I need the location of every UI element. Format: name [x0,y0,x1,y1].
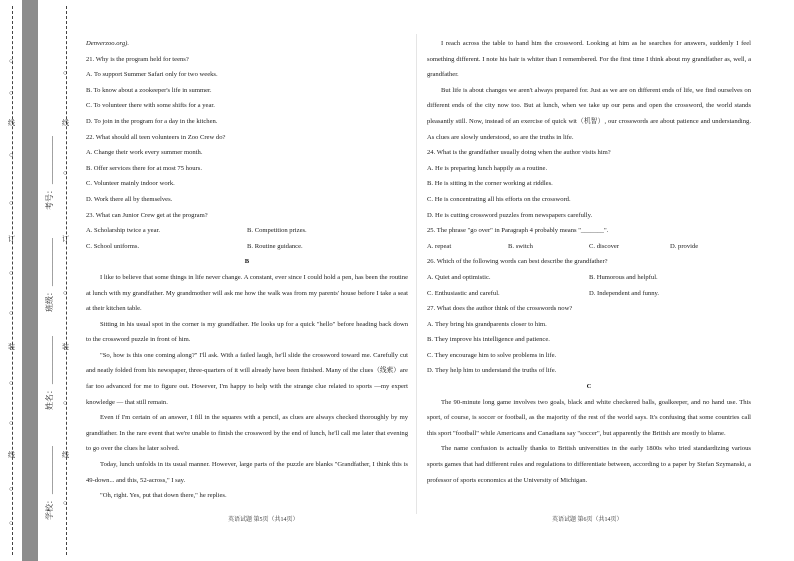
answer-option: A. He is preparing lunch happily as a routine. [427,164,548,172]
answer-option: B. Humorous and helpful. [589,273,658,281]
passage-paragraph: Even if I'm certain of an answer, I fill in the squares with a pencil, as clues are always checked thoroughly by my grandfather. In the rare event that we're unable to finish the crossword by the end of lunch, he'll call me later that evening to go over the clues he later solved. [86,414,408,453]
name-blank: ____________ [45,336,54,384]
ring-mark: ○ [9,199,14,207]
passage-paragraph: But life is about changes we aren't always prepared for. Just as we are on different ends of life, we find ourselves on different ends of the city now too. But at lunch, when we take up our pens and open the crossword, the world stands pleasantly still. Now, instead of an exercise of quick wit（机智）, our crosswords are about patience and understanding. As clues are slowly understood, so are the truths in life. [427,86,751,141]
passage-paragraph: Sitting in his usual spot in the corner is my grandfather. He looks up for a quick "hello" before heading back down to the crossword puzzle in front of him. [86,320,408,344]
number-blank: ____________ [45,136,54,184]
passage-paragraph: The 90-minute long game involves two goals, black and white checkered balls, goalkeeper, and no hand use. This sport, of course, is soccer or football, as the majority of the rest of the world says. It's confusing that some countries call this sport "football" while Americans and Canadians say "soccer", but apparently the British are mostly to blame. [427,398,751,437]
answer-option: B. They improve his intelligence and patience. [427,336,550,344]
ring-mark: ○ [9,485,14,493]
answer-option: D. Independent and funny. [589,289,660,297]
question-stem: 22. What should all teen volunteers in Zoo Crew do? [86,133,226,141]
seal-label: 装 [8,343,15,351]
answer-option: C. Enthusiastic and careful. [427,289,500,297]
class-label: 班级： [45,288,54,312]
number-field [44,136,55,210]
question-stem: 21. Why is the program held for teens? [86,55,189,63]
school-field [44,446,55,520]
answer-option: C. He is concentrating all his efforts on the crossword. [427,195,571,203]
school-blank: ____________ [45,446,54,494]
ring-mark: ○ [9,519,14,527]
option-row [427,270,751,286]
question-stem: 23. What can Junior Crew get at the program? [86,211,208,219]
ring-mark: ○ [63,289,68,297]
name-label: 姓名： [45,386,54,410]
ring-mark: ○ [63,499,68,507]
passage-paragraph: I reach across the table to hand him the crossword. Looking at him as he searches for answers, suddenly I feel something different. I note his hair is whiter than I remembered. For the first time I think about my grandfather as, well, a grandfather. [427,40,751,79]
section-heading-c: C [586,383,592,391]
passage-paragraph: I like to believe that some things in life never change. A constant, ever since I could hold a pen, has been the routine at lunch with my grandfather. My grandmother will ask me how the walk was from my parents' house before I take a seat at their kitchen table. [86,273,408,313]
answer-option: D. To join in the program for a day in the kitchen. [86,117,218,125]
page-footer-right: 英语试题 第6页（共14页） [552,517,623,523]
seal-label: 线 [62,119,69,127]
seal-label: 线 [8,119,15,127]
inner-cut-line [66,6,67,555]
answer-option: B. switch [508,242,533,250]
passage-paragraph: The name confusion is actually thanks to British universities in the early 1800s who tried standardizing various sports games that had different rules and regulations to differentiate between, according to a paper by Stefan Szymanski, a professor of sports economics at the University of Michigan. [427,445,751,484]
answer-option: C. School uniforms. [86,242,140,250]
passage-paragraph: "Oh, right. Yes, put that down there," he replies. [100,492,227,500]
binding-strip [22,0,38,561]
passage-paragraph: Today, lunch unfolds in its usual manner. However, large parts of the puzzle are blanks "Grandfather, I think this is 49-down... and this, 52-across," I say. [86,461,408,484]
answer-option: B. Offer services there for at most 75 hours. [86,164,202,172]
seal-label: 线 [8,451,15,459]
seal-label: 订 [62,235,69,243]
column-divider [416,34,417,514]
seal-label: 订 [8,235,15,243]
question-stem: 26. Which of the following words can best describe the grandfather? [427,258,608,266]
ring-mark: ○ [9,419,14,427]
section-heading-b: B [244,258,250,266]
answer-option: C. Volunteer mainly indoor work. [86,180,175,188]
answer-option: D. He is cutting crossword puzzles from newspapers carefully. [427,211,593,219]
option-row [427,286,751,302]
question-line: Denverzoo.org). [86,40,129,47]
answer-option: D. Work there all by themselves. [86,195,173,203]
class-field [44,238,55,312]
question-stem: 24. What is the grandfather usually doing when the author visits him? [427,149,611,157]
answer-option: A. repeat [427,242,452,250]
answer-option: B. Routine guidance. [247,242,303,250]
ring-mark: ○ [9,379,14,387]
name-field [44,336,55,410]
ring-mark: ○ [9,57,14,65]
ring-mark: ○ [63,399,68,407]
page-5-column [86,36,408,504]
answer-option: D. They help him to understand the truths of life. [427,367,557,375]
answer-option: A. They bring his grandparents closer to him. [427,320,547,328]
ring-mark: ○ [9,309,14,317]
answer-option: C. They encourage him to solve problems in life. [427,351,557,359]
answer-option: C. discover [589,242,620,250]
ring-mark: ○ [9,269,14,277]
answer-option: B. Competition prizes. [247,227,307,235]
ring-mark: ○ [9,151,14,159]
ring-mark: ○ [63,169,68,177]
passage-paragraph: "So, how is this one coming along?" I'll ask. With a failed laugh, he'll slide the crossword toward me. Carefully cut and neatly folded from his newspaper, three-quarters of it will already have been finished. Many of the clues（线索）are far too advanced for me to figure out. However, I'm happy to help with the strange clue related to sports —my expert knowledge — that still remain. [86,351,408,406]
seal-label: 线 [62,451,69,459]
answer-option: A. To support Summer Safari only for two weeks. [86,71,218,79]
option-row [86,223,408,239]
question-stem: 27. What does the author think of the crosswords now? [427,305,573,313]
answer-option: A. Scholarship twice a year. [86,227,160,235]
question-stem: 25. The phrase "go over" in Paragraph 4 probably means "_______". [427,227,609,235]
page-footer-left: 英语试题 第5页（共14页） [228,517,299,523]
option-row [86,239,408,255]
answer-option: D. provide [670,242,699,250]
school-label: 学校： [45,496,54,520]
option-row [427,239,751,255]
number-label: 考号： [45,186,54,210]
answer-option: B. He is sitting in the corner working at riddles. [427,180,553,188]
answer-option: A. Quiet and optimistic. [427,273,491,281]
class-blank: ____________ [45,238,54,286]
seal-label: 装 [62,343,69,351]
binding-margin [0,0,78,561]
ring-mark: ○ [63,69,68,77]
answer-option: C. To volunteer there with some shifts for a year. [86,102,215,110]
page-6-column [427,36,751,488]
answer-option: B. To know about a zookeeper's life in summer. [86,86,212,94]
ring-mark: ○ [9,89,14,97]
answer-option: A. Change their work every summer month. [86,149,203,157]
